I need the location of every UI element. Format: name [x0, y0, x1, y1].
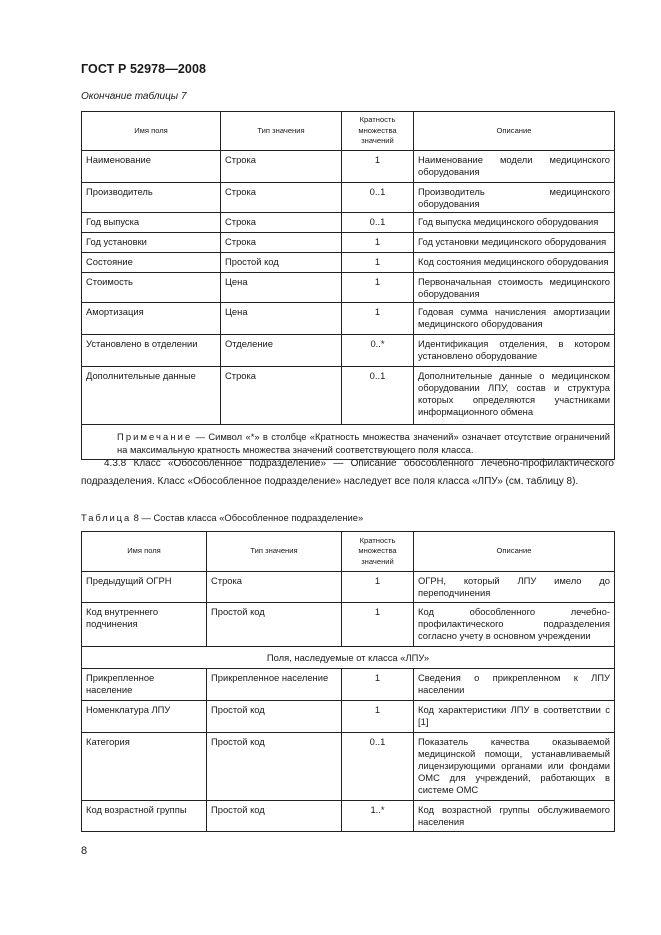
multiplicity-cell: 1	[342, 273, 414, 303]
description-cell: Дополнительные данные о медицинском оборудовании ЛПУ, состав и структура которых определяются участниками информационного обмена	[414, 367, 615, 425]
table-row	[82, 213, 615, 233]
table-row	[82, 603, 615, 647]
value-type-cell: Прикрепленное население	[207, 669, 342, 701]
table-row	[82, 701, 615, 733]
multiplicity-cell: 0..1	[342, 367, 414, 425]
field-name-cell: Категория	[82, 733, 207, 801]
field-name-cell: Дополнительные данные	[82, 367, 221, 425]
multiplicity-cell: 1	[342, 253, 414, 273]
note-text: — Символ «*» в столбце «Кратность множества значений» означает отсутствие ограничений на максимальную кратность множества значений соответствующего поля класса.	[117, 431, 610, 455]
multiplicity-cell: 0..1	[342, 213, 414, 233]
description-cell: ОГРН, который ЛПУ имело до переподчинения	[414, 572, 615, 603]
value-type-cell: Строка	[221, 367, 342, 425]
multiplicity-cell: 0..1	[342, 733, 414, 801]
table-row	[82, 669, 615, 701]
value-type-cell: Простой код	[207, 701, 342, 733]
table-row	[82, 303, 615, 335]
table-row	[82, 572, 615, 603]
value-type-cell: Строка	[221, 151, 342, 183]
value-type-cell: Простой код	[207, 801, 342, 832]
description-cell: Код характеристики ЛПУ в соответствии с [1]	[414, 701, 615, 733]
description-cell: Год выпуска медицинского оборудования	[414, 213, 615, 233]
table-row	[82, 367, 615, 425]
table8-caption-text: 8 — Состав класса «Обособленное подразделение»	[131, 512, 364, 523]
table7-caption: Окончание таблицы 7	[81, 91, 187, 102]
description-cell: Первоначальная стоимость медицинского оборудования	[414, 273, 615, 303]
field-name-cell: Прикрепленное население	[82, 669, 207, 701]
field-name-cell: Установлено в отделении	[82, 335, 221, 367]
description-cell: Код состояния медицинского оборудования	[414, 253, 615, 273]
description-cell: Производитель медицинского оборудования	[414, 183, 615, 213]
table-row	[82, 183, 615, 213]
table-8	[81, 531, 615, 832]
field-name-cell: Номенклатура ЛПУ	[82, 701, 207, 733]
table-row	[82, 335, 615, 367]
description-cell: Код обособленного лечебно-профилактического подразделения согласно учету в основном учреждении	[414, 603, 615, 647]
table7-header-row	[82, 112, 615, 151]
value-type-cell: Простой код	[221, 253, 342, 273]
value-type-cell: Отделение	[221, 335, 342, 367]
table8-header-row	[82, 532, 615, 572]
description-cell: Показатель качества оказываемой медицинской помощи, устанавливаемый лицензирующими органами или фондами ОМС для учреждений, работающих в системе ОМС	[414, 733, 615, 801]
table7-col-header: Описание	[414, 112, 615, 151]
value-type-cell: Цена	[221, 303, 342, 335]
table-row	[82, 273, 615, 303]
table8-col-header: Имя поля	[82, 532, 207, 572]
table-row	[82, 151, 615, 183]
field-name-cell: Год установки	[82, 233, 221, 253]
table-row	[82, 233, 615, 253]
multiplicity-cell: 1..*	[342, 801, 414, 832]
multiplicity-cell: 1	[342, 233, 414, 253]
value-type-cell: Простой код	[207, 603, 342, 647]
table-row	[82, 801, 615, 832]
table-row	[82, 253, 615, 273]
multiplicity-cell: 1	[342, 603, 414, 647]
multiplicity-cell: 1	[342, 303, 414, 335]
field-name-cell: Предыдущий ОГРН	[82, 572, 207, 603]
field-name-cell: Стоимость	[82, 273, 221, 303]
table7-col-header: Имя поля	[82, 112, 221, 151]
multiplicity-cell: 0..1	[342, 183, 414, 213]
description-cell: Год установки медицинского оборудования	[414, 233, 615, 253]
table8-inherited-row	[82, 647, 615, 669]
page-number: 8	[81, 845, 88, 857]
value-type-cell: Простой код	[207, 733, 342, 801]
value-type-cell: Строка	[221, 183, 342, 213]
inherited-fields-label: Поля, наследуемые от класса «ЛПУ»	[82, 647, 615, 669]
description-cell: Наименование модели медицинского оборудования	[414, 151, 615, 183]
table8-col-header: Описание	[414, 532, 615, 572]
field-name-cell: Амортизация	[82, 303, 221, 335]
table8-col-header: Тип значения	[207, 532, 342, 572]
multiplicity-cell: 1	[342, 701, 414, 733]
multiplicity-cell: 0..*	[342, 335, 414, 367]
table7-col-header: Тип значения	[221, 112, 342, 151]
table8-col-header: Кратность множества значений	[342, 532, 414, 572]
description-cell: Сведения о прикрепленном к ЛПУ населении	[414, 669, 615, 701]
multiplicity-cell: 1	[342, 669, 414, 701]
field-name-cell: Производитель	[82, 183, 221, 213]
table8-caption-label: Таблица	[81, 512, 132, 523]
table7-col-header: Кратность множества значений	[342, 112, 414, 151]
value-type-cell: Строка	[207, 572, 342, 603]
description-cell: Идентификация отделения, в котором установлено оборудование	[414, 335, 615, 367]
field-name-cell: Код внутреннего подчинения	[82, 603, 207, 647]
field-name-cell: Код возрастной группы	[82, 801, 207, 832]
table-7	[81, 111, 615, 460]
description-cell: Код возрастной группы обслуживаемого населения	[414, 801, 615, 832]
value-type-cell: Строка	[221, 233, 342, 253]
note-label: Примечание	[117, 431, 193, 442]
field-name-cell: Наименование	[82, 151, 221, 183]
section-4-3-8-paragraph: 4.3.8 Класс «Обособленное подразделение» — Описание обособленного лечебно-профилактического подразделения. Класс «Обособленное подразделение» наследует все поля класса «ЛПУ» (см. таблицу 8).	[81, 458, 614, 487]
field-name-cell: Год выпуска	[82, 213, 221, 233]
field-name-cell: Состояние	[82, 253, 221, 273]
multiplicity-cell: 1	[342, 572, 414, 603]
description-cell: Годовая сумма начисления амортизации медицинского оборудования	[414, 303, 615, 335]
value-type-cell: Цена	[221, 273, 342, 303]
value-type-cell: Строка	[221, 213, 342, 233]
table-row	[82, 733, 615, 801]
document-code-header: ГОСТ Р 52978—2008	[81, 62, 207, 76]
table8-caption	[81, 512, 363, 523]
multiplicity-cell: 1	[342, 151, 414, 183]
